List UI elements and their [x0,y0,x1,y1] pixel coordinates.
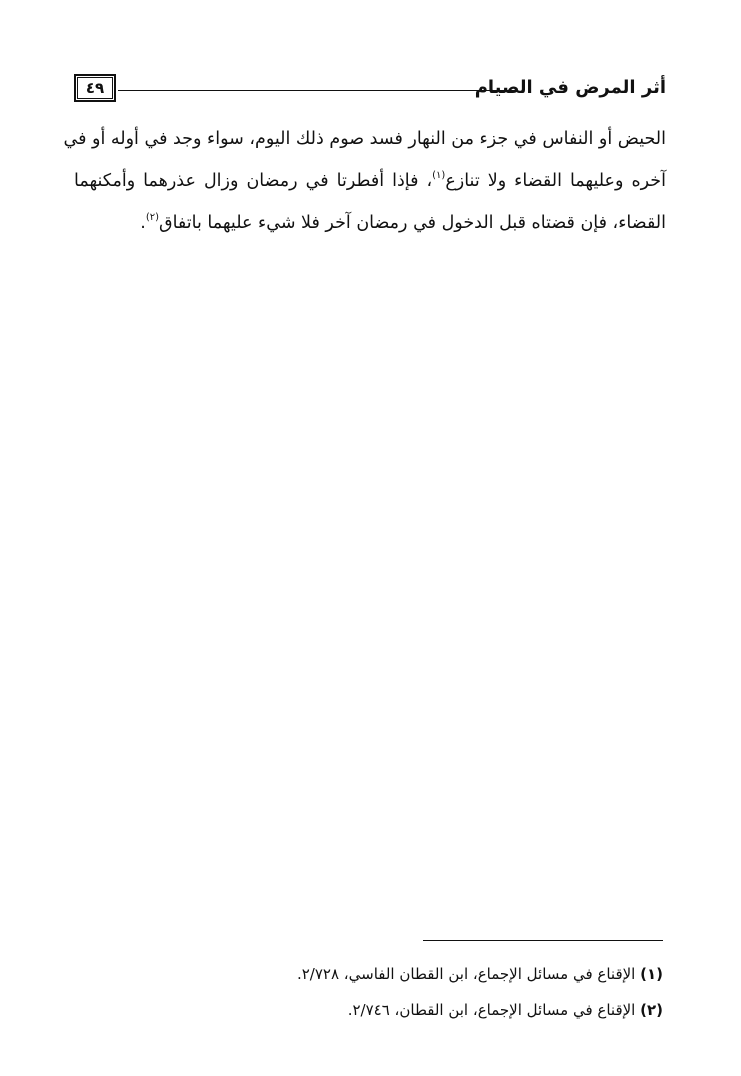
body-line-3-after: . [140,213,146,233]
body-line-2 [74,160,666,202]
footnote-ref-1: (١) [432,170,446,181]
body-line-3-text: القضاء، فإن قضتاه قبل الدخول في رمضان آخر فلا شيء عليهما باتفاق [159,213,666,233]
footnote-ref-2: (٢) [145,212,160,223]
footnote-2-text: الإقناع في مسائل الإجماع، ابن القطان، ٢/٧٤٦. [347,1001,636,1019]
footnote-2-number: (٢) [640,1001,663,1019]
header-rule [118,90,516,91]
running-header [74,74,666,104]
body-line-1-text: الحيض أو النفاس في جزء من النهار فسد صوم ذلك اليوم، سواء وجد في أوله أو في [63,129,666,149]
body-line-3 [74,202,666,244]
footnote-1-number: (١) [640,965,663,983]
footnote-1-text: الإقناع في مسائل الإجماع، ابن القطان الفاسي، ٢/٧٢٨. [296,965,636,983]
footnote-2 [103,992,663,1028]
body-line-2-after: ، فإذا أفطرتا في رمضان وزال عذرهما وأمكنهما [74,171,433,191]
footnote-1 [103,956,663,992]
footnotes [103,956,663,1028]
body-paragraph [63,118,666,244]
body-line-2-text: آخره وعليهما القضاء ولا تنازع [445,171,666,191]
body-line-1 [63,118,666,160]
running-title: أثر المرض في الصيام [474,77,666,98]
page-number: ٤٩ [74,74,116,102]
footnote-separator [423,940,663,941]
